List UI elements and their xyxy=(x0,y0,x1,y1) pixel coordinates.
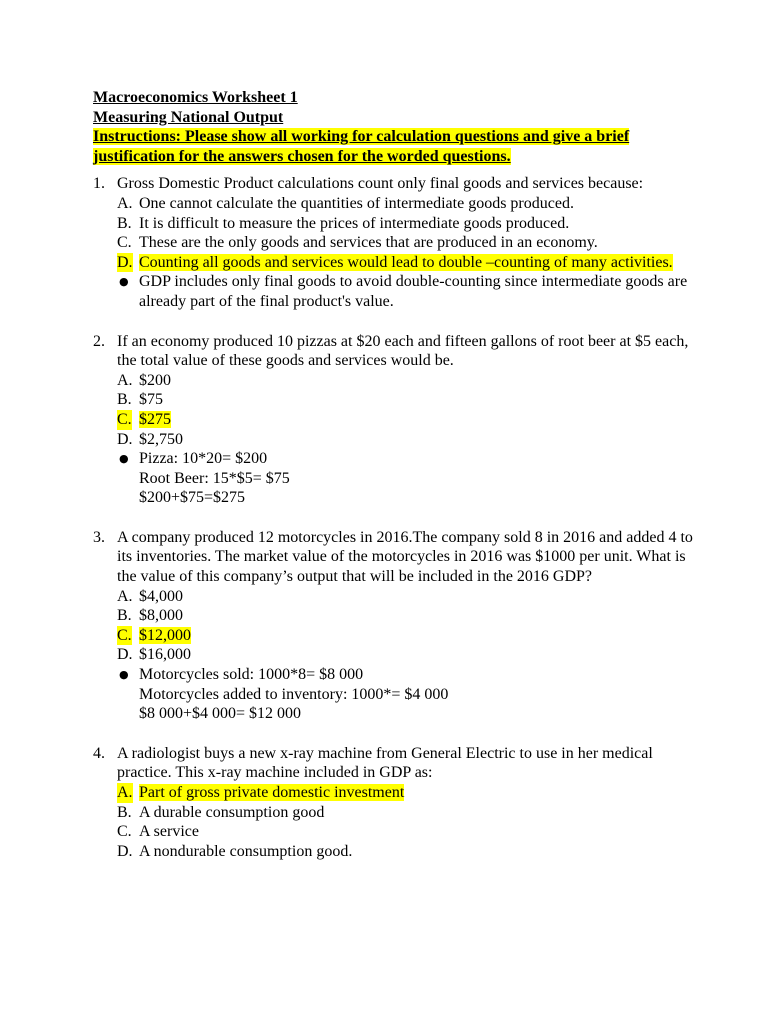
option-text: One cannot calculate the quantities of intermediate goods produced. xyxy=(139,194,574,212)
question-text: A radiologist buys a new x-ray machine from General Electric to use in her medical practice. This x-ray machine included in GDP as: xyxy=(117,744,653,782)
option-text: $200 xyxy=(139,371,171,389)
question-number: 1. xyxy=(93,175,105,193)
option-b xyxy=(117,214,693,234)
option-c xyxy=(117,822,693,842)
option-b xyxy=(117,803,693,823)
instructions xyxy=(93,127,693,166)
option-text: $12,000 xyxy=(139,626,191,644)
option-d xyxy=(117,842,693,862)
option-letter: B. xyxy=(117,391,132,409)
question-text: A company produced 12 motorcycles in 2016.The company sold 8 in 2016 and added 4 to its inventories. The market value of the motorcycles in 2016 was $1000 per unit. What is the value of this company’s output that will be included in the 2016 GDP? xyxy=(117,528,693,586)
option-c-answer xyxy=(117,626,693,646)
instructions-text: Instructions: Please show all working for calculation questions and give a brief justification for the answers chosen for the worded questions. xyxy=(93,128,630,165)
working-bullet xyxy=(117,272,693,311)
option-a xyxy=(117,194,693,214)
working-line: Root Beer: 15*$5= $75 xyxy=(139,469,290,487)
option-c-answer xyxy=(117,410,693,430)
working-line: Pizza: 10*20= $200 xyxy=(139,450,268,468)
question-number: 4. xyxy=(93,744,105,762)
question-text: If an economy produced 10 pizzas at $20 each and fifteen gallons of root beer at $5 each, the total value of these goods and services would be. xyxy=(117,332,689,370)
option-d xyxy=(117,645,693,665)
option-text: A nondurable consumption good. xyxy=(139,842,353,860)
bullet-dot-icon: ● xyxy=(119,275,129,289)
working-bullet xyxy=(117,665,693,724)
option-text: $275 xyxy=(139,410,171,428)
option-letter: B. xyxy=(117,607,132,625)
option-text: $75 xyxy=(139,391,163,409)
question-text: Gross Domestic Product calculations count only final goods and services because: xyxy=(117,175,644,193)
question-2 xyxy=(93,332,693,508)
option-letter: D. xyxy=(117,842,133,860)
bullet-dot-icon: ● xyxy=(119,668,129,682)
option-letter: C. xyxy=(117,823,132,841)
option-b xyxy=(117,606,693,626)
question-3 xyxy=(93,528,693,724)
working-line: GDP includes only final goods to avoid double-counting since intermediate goods are already part of the final product's value. xyxy=(139,273,688,310)
option-text: $2,750 xyxy=(139,430,183,448)
option-letter: B. xyxy=(117,214,132,232)
option-letter: A. xyxy=(117,587,133,605)
option-letter: A. xyxy=(117,784,133,801)
option-text: A service xyxy=(139,823,199,841)
option-letter: B. xyxy=(117,803,132,821)
working-line: $200+$75=$275 xyxy=(139,489,246,507)
working-line: Motorcycles added to inventory: 1000*= $4 000 xyxy=(139,685,449,703)
working-line: $8 000+$4 000= $12 000 xyxy=(139,705,302,723)
option-a xyxy=(117,587,693,607)
option-text: These are the only goods and services that are produced in an economy. xyxy=(139,234,598,252)
option-letter: A. xyxy=(117,371,133,389)
option-a xyxy=(117,371,693,391)
question-1 xyxy=(93,174,693,311)
option-text: Counting all goods and services would lead to double –counting of many activities. xyxy=(139,253,673,271)
question-number: 2. xyxy=(93,332,105,350)
option-b xyxy=(117,390,693,410)
option-letter: C. xyxy=(117,626,132,644)
question-4 xyxy=(93,744,693,862)
worksheet-page xyxy=(93,88,693,861)
option-letter: D. xyxy=(117,430,133,448)
option-letter: A. xyxy=(117,194,133,212)
option-c xyxy=(117,233,693,253)
option-letter: C. xyxy=(117,410,132,428)
option-d xyxy=(117,430,693,450)
option-text: Part of gross private domestic investment xyxy=(139,784,405,801)
option-text: $16,000 xyxy=(139,646,191,664)
option-letter: C. xyxy=(117,234,132,252)
working-line: Motorcycles sold: 1000*8= $8 000 xyxy=(139,666,364,684)
bullet-dot-icon: ● xyxy=(119,452,129,466)
option-a-answer xyxy=(117,783,693,803)
worksheet-title: Macroeconomics Worksheet 1 xyxy=(93,89,298,106)
option-text: It is difficult to measure the prices of intermediate goods produced. xyxy=(139,214,570,232)
worksheet-subtitle: Measuring National Output xyxy=(93,108,284,126)
option-text: $8,000 xyxy=(139,607,183,625)
question-number: 3. xyxy=(93,528,105,546)
option-text: $4,000 xyxy=(139,587,183,605)
option-text: A durable consumption good xyxy=(139,803,325,821)
option-letter: D. xyxy=(117,646,133,664)
option-d-answer xyxy=(117,253,693,273)
working-bullet xyxy=(117,449,693,508)
option-letter: D. xyxy=(117,253,133,271)
